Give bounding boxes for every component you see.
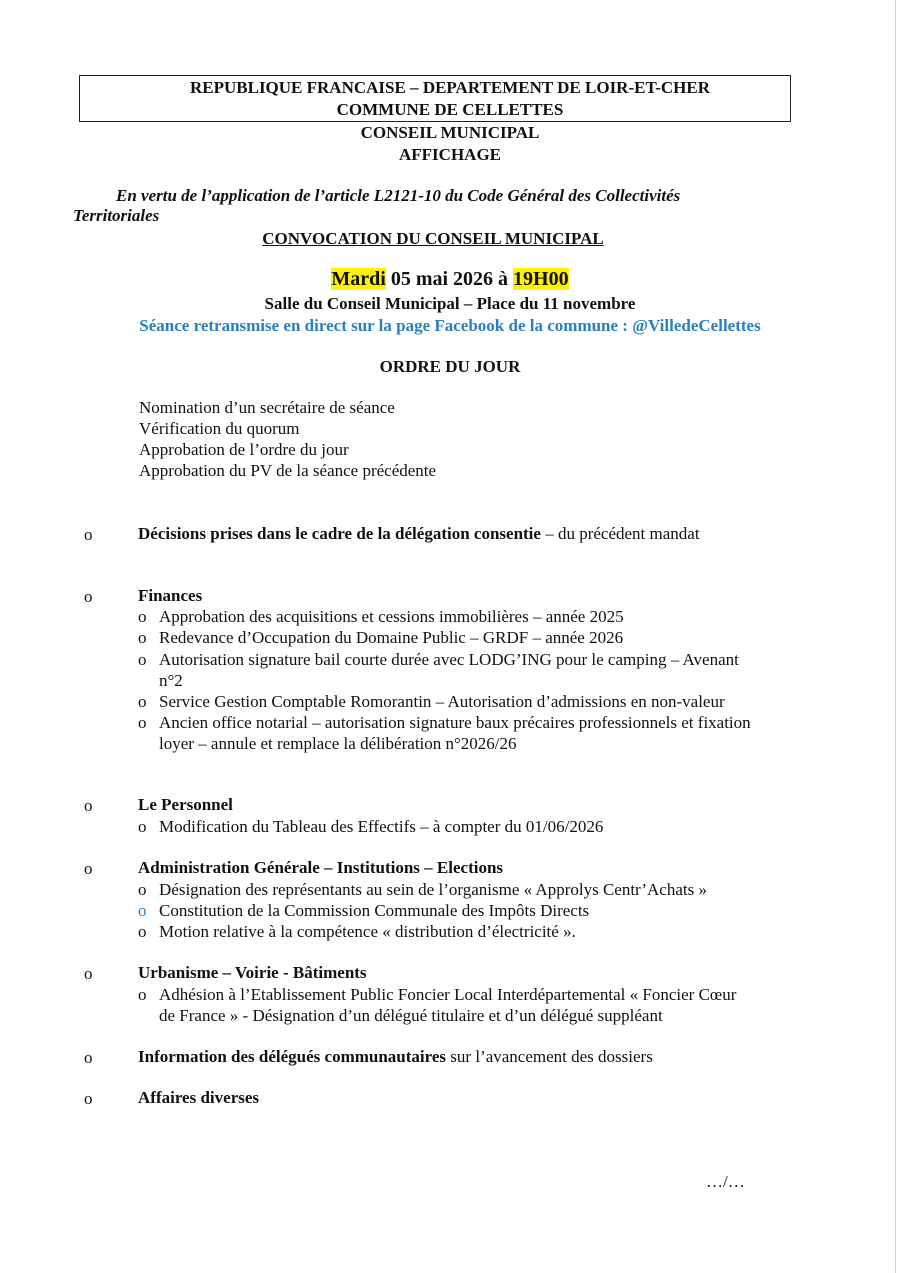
meeting-date: 05 mai 2026 à [385,268,514,290]
urbanisme-item: Adhésion à l’Etablissement Public Foncier Local Interdépartemental « Foncier Cœur [159,985,737,1004]
section-personnel-title: Le Personnel [138,795,233,814]
meeting-broadcast: Séance retransmise en direct sur la page Facebook de la commune : @VilledeCellettes [139,316,761,335]
sub-bullet: o [138,692,147,711]
preliminary-item: Nomination d’un secrétaire de séance [139,398,395,417]
section-delegation [138,524,700,544]
meeting-day: Mardi [331,268,386,290]
sub-bullet: o [138,628,147,647]
continuation-mark: …/… [706,1172,745,1191]
bullet-marker: o [84,859,93,878]
header-line-republique: REPUBLIQUE FRANCAISE – DEPARTEMENT DE LOIR-ET-CHER [189,78,711,97]
header-line-affichage: AFFICHAGE [399,145,501,164]
intro-line-2: Territoriales [73,206,160,225]
sub-bullet: o [138,607,147,626]
bullet-marker: o [84,587,93,606]
finances-item: Ancien office notarial – autorisation signature baux précaires professionnels et fixation [159,713,751,732]
header-line-conseil: CONSEIL MUNICIPAL [360,123,540,142]
agenda-title: ORDRE DU JOUR [379,357,521,376]
section-urbanisme-title: Urbanisme – Voirie - Bâtiments [138,963,367,982]
meeting-place: Salle du Conseil Municipal – Place du 11 novembre [264,294,636,313]
administration-item: Constitution de la Commission Communale des Impôts Directs [159,901,590,920]
sub-bullet-blue: o [138,901,147,920]
finances-item: Autorisation signature bail courte durée avec LODG’ING pour le camping – Avenant [159,650,739,669]
section-delegation-title: Décisions prises dans le cadre de la délégation consentie [138,524,541,543]
preliminary-item: Vérification du quorum [139,419,300,438]
bullet-marker: o [84,1089,93,1108]
personnel-item: Modification du Tableau des Effectifs – à compter du 01/06/2026 [159,817,604,836]
finances-item-continued: n°2 [159,671,183,690]
meeting-date-line [0,268,900,291]
sub-bullet: o [138,922,147,941]
bullet-marker: o [84,1048,93,1067]
administration-item: Désignation des représentants au sein de l’organisme « Approlys Centr’Achats » [159,880,707,899]
scan-edge-line [895,0,896,1273]
bullet-marker: o [84,964,93,983]
sub-bullet: o [138,985,147,1004]
urbanisme-item-continued: de France » - Désignation d’un délégué titulaire et d’un délégué suppléant [159,1006,663,1025]
section-delegation-rest: – du précédent mandat [540,524,700,543]
preliminary-item: Approbation du PV de la séance précédente [139,461,437,480]
finances-item: Approbation des acquisitions et cessions immobilières – année 2025 [159,607,624,626]
section-information [138,1047,653,1067]
sub-bullet: o [138,817,147,836]
finances-item: Service Gestion Comptable Romorantin – Autorisation d’admissions en non-valeur [159,692,725,711]
convocation-title: CONVOCATION DU CONSEIL MUNICIPAL [262,229,604,248]
section-information-title: Information des délégués communautaires [138,1047,447,1066]
section-finances-title: Finances [138,586,203,605]
meeting-time: 19H00 [513,268,569,290]
finances-item: Redevance d’Occupation du Domaine Public – GRDF – année 2026 [159,628,624,647]
preliminary-item: Approbation de l’ordre du jour [139,440,349,459]
section-information-rest: sur l’avancement des dossiers [446,1047,653,1066]
bullet-marker: o [84,796,93,815]
sub-bullet: o [138,650,147,669]
intro-line-1: En vertu de l’application de l’article L2121-10 du Code Général des Collectivités [116,186,681,205]
bullet-marker: o [84,525,93,544]
sub-bullet: o [138,880,147,899]
section-administration-title: Administration Générale – Institutions – Elections [138,858,504,877]
header-line-commune: COMMUNE DE CELLETTES [336,100,564,119]
section-divers-title: Affaires diverses [138,1088,260,1107]
sub-bullet: o [138,713,147,732]
administration-item: Motion relative à la compétence « distribution d’électricité ». [159,922,576,941]
finances-item-continued: loyer – annule et remplace la délibération n°2026/26 [159,734,517,753]
